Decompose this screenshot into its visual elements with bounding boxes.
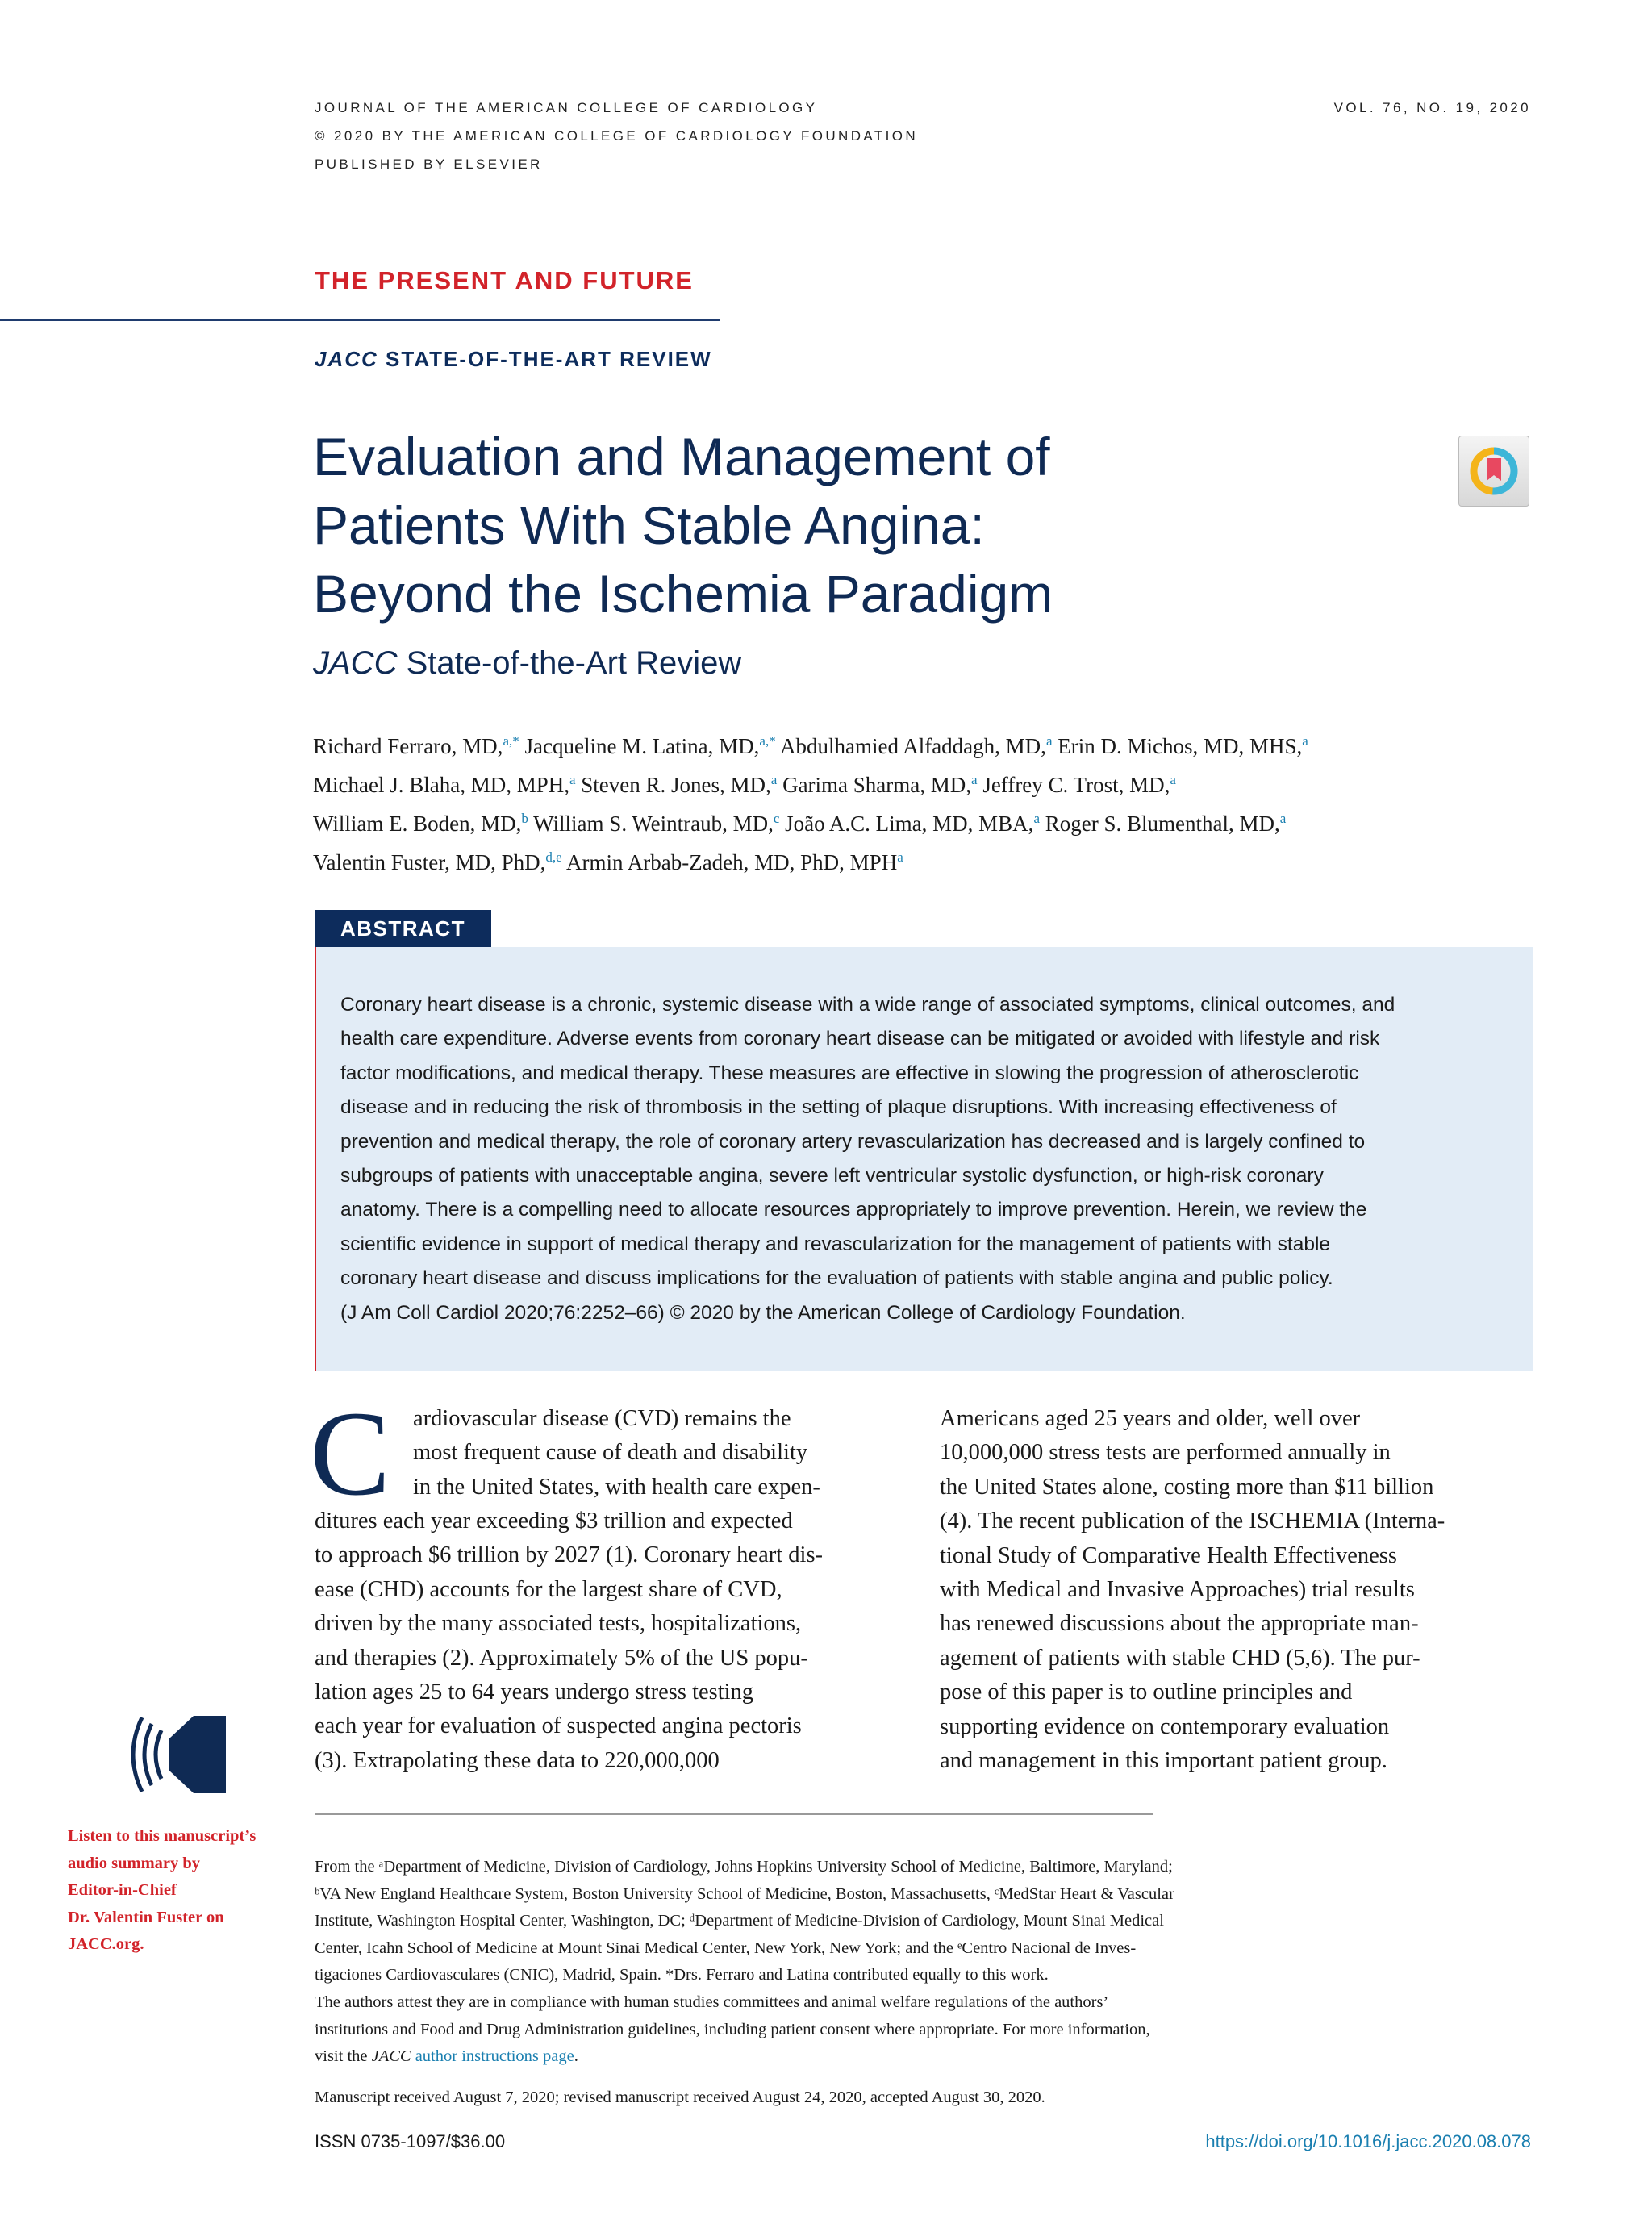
attest-line: The authors attest they are in compliance with human studies committees and animal welfare regulations of the authors’ xyxy=(315,1993,1109,2011)
affiliation-line: Center, Icahn School of Medicine at Mount Sinai Medical Center, New York, New York; and the ᵉCentro Nacional de Inves- xyxy=(315,1938,1137,1957)
abstract-line: subgroups of patients with unacceptable angina, severe left ventricular systolic dysfunction, or high-risk coronary xyxy=(340,1165,1324,1187)
affiliation-line: Institute, Washington Hospital Center, Washington, DC; ᵈDepartment of Medicine-Division of Cardiology, Mount Sinai Medical xyxy=(315,1912,1164,1930)
body-line: most frequent cause of death and disability xyxy=(413,1440,808,1466)
abstract-line: Coronary heart disease is a chronic, systemic disease with a wide range of associated symptoms, clinical outcomes, and xyxy=(340,994,1395,1016)
affiliation-line: ᵇVA New England Healthcare System, Boston University School of Medicine, Boston, Massachusetts, ᶜMedStar Heart & Vascular xyxy=(315,1884,1174,1903)
journal-name: JOURNAL OF THE AMERICAN COLLEGE OF CARDIOLOGY xyxy=(315,100,818,115)
body-line: ease (CHD) accounts for the largest share of CVD, xyxy=(315,1576,782,1602)
body-line: the United States alone, costing more than $11 billion xyxy=(940,1474,1434,1500)
abstract-line: scientific evidence in support of medical therapy and revascularization for the management of patients with stable xyxy=(340,1233,1331,1255)
copyright-line: © 2020 BY THE AMERICAN COLLEGE OF CARDIOLOGY FOUNDATION xyxy=(315,128,919,144)
abstract-line: disease and in reducing the risk of thrombosis in the setting of plaque disruptions. With increasing effectiveness of xyxy=(340,1096,1337,1119)
body-line: and therapies (2). Approximately 5% of the US popu- xyxy=(315,1645,808,1671)
author-line-4: Valentin Fuster, MD, PhD,$^{d,e}$ Armin Arbab-Zadeh, MD, PhD, MPH$^a$ xyxy=(313,849,903,874)
article-type-journal: JACC xyxy=(315,347,378,371)
publisher-line: PUBLISHED BY ELSEVIER xyxy=(315,156,543,172)
abstract-line: coronary heart disease and discuss implications for the evaluation of patients with stable angina and public policy. xyxy=(340,1267,1333,1290)
manuscript-dates: Manuscript received August 7, 2020; revised manuscript received August 24, 2020, accepted August 30, 2020. xyxy=(315,2089,1045,2106)
audio-note-line: Editor-in-Chief xyxy=(68,1881,177,1900)
article-type xyxy=(315,347,712,372)
body-line: agement of patients with stable CHD (5,6). The pur- xyxy=(940,1645,1420,1671)
abstract-label: ABSTRACT xyxy=(315,910,491,947)
body-line: and management in this important patient group. xyxy=(940,1748,1387,1774)
abstract-line: factor modifications, and medical therapy. These measures are effective in slowing the progression of atherosclerotic xyxy=(340,1062,1359,1084)
body-line: lation ages 25 to 64 years undergo stress testing xyxy=(315,1680,754,1705)
author-instructions-link[interactable]: author instructions page xyxy=(415,2047,574,2066)
body-line: has renewed discussions about the appropriate man- xyxy=(940,1611,1419,1637)
audio-speaker-icon[interactable] xyxy=(121,1706,234,1803)
section-tag: THE PRESENT AND FUTURE xyxy=(315,266,694,294)
body-line: to approach $6 trillion by 2027 (1). Coronary heart dis- xyxy=(315,1542,824,1568)
title-line: Evaluation and Management of xyxy=(313,427,1050,486)
body-line: ardiovascular disease (CVD) remains the xyxy=(413,1406,791,1431)
author-line-3: William E. Boden, MD,$^b$ William S. Weintraub, MD,$^c$ João A.C. Lima, MD, MBA,$^a$ Roger S. Blumenthal, MD,$^a$ xyxy=(313,811,1287,836)
body-line: each year for evaluation of suspected angina pectoris xyxy=(315,1713,802,1739)
crossmark-icon[interactable] xyxy=(1458,436,1529,507)
body-line: in the United States, with health care expen- xyxy=(413,1474,820,1500)
section-rule xyxy=(0,319,720,321)
subtitle-journal: JACC xyxy=(313,645,398,681)
title-line: Beyond the Ischemia Paradigm xyxy=(313,564,1053,624)
title-line: Patients With Stable Angina: xyxy=(313,495,985,555)
affiliation-line: tigaciones Cardiovasculares (CNIC), Madrid, Spain. *Drs. Ferraro and Latina contributed equally to this work. xyxy=(315,1966,1049,1984)
volume-info: VOL. 76, NO. 19, 2020 xyxy=(1333,100,1531,115)
doi-link[interactable]: https://doi.org/10.1016/j.jacc.2020.08.078 xyxy=(1205,2131,1531,2151)
body-line: Americans aged 25 years and older, well over xyxy=(940,1406,1361,1431)
body-line: (4). The recent publication of the ISCHEMIA (Interna- xyxy=(940,1509,1446,1534)
abstract-citation: (J Am Coll Cardiol 2020;76:2252–66) © 2020 by the American College of Cardiology Foundation. xyxy=(340,1301,1186,1324)
article-type-label: STATE-OF-THE-ART REVIEW xyxy=(378,347,712,371)
affiliations xyxy=(315,1854,1359,2071)
author-line-2: Michael J. Blaha, MD, MPH,$^a$ Steven R. Jones, MD,$^a$ Garima Sharma, MD,$^a$ Jeffrey C. Trost, MD,$^a$ xyxy=(313,772,1176,797)
author-list xyxy=(313,724,1507,879)
audio-note-line: Listen to this manuscript’s xyxy=(68,1827,257,1845)
body-line: (3). Extrapolating these data to 220,000,000 xyxy=(315,1747,720,1773)
drop-cap: C xyxy=(310,1387,391,1521)
affiliation-line: From the ᵃDepartment of Medicine, Division of Cardiology, Johns Hopkins University School of Medicine, Baltimore, Maryland; xyxy=(315,1858,1173,1876)
body-line: 10,000,000 stress tests are performed annually in xyxy=(940,1440,1391,1466)
body-line: pose of this paper is to outline principles and xyxy=(940,1680,1353,1705)
body-line: driven by the many associated tests, hospitalizations, xyxy=(315,1611,802,1637)
journal-header xyxy=(315,94,1460,178)
article-title xyxy=(313,423,1362,628)
audio-note-line: JACC.org. xyxy=(68,1935,144,1954)
audio-summary-note[interactable] xyxy=(68,1823,310,1959)
audio-note-line: Dr. Valentin Fuster on xyxy=(68,1908,224,1926)
article-subtitle xyxy=(313,645,741,682)
body-col2 xyxy=(940,1402,1530,1778)
attest-line: institutions and Food and Drug Administration guidelines, including patient consent where appropriate. For more information, xyxy=(315,2020,1150,2038)
issn: ISSN 0735-1097/$36.00 xyxy=(315,2131,506,2151)
abstract-text xyxy=(340,988,1518,1330)
subtitle-label: State-of-the-Art Review xyxy=(397,645,742,681)
body-line: with Medical and Invasive Approaches) trial results xyxy=(940,1577,1415,1603)
body-line: supporting evidence on contemporary evaluation xyxy=(940,1713,1390,1739)
visit-line: visit the JACC author instructions page. xyxy=(315,2047,578,2066)
abstract-line: prevention and medical therapy, the role of coronary artery revascularization has decreased and is largely confined to xyxy=(340,1130,1366,1153)
body-line: tional Study of Comparative Health Effectiveness xyxy=(940,1542,1397,1568)
footnote-rule xyxy=(315,1813,1153,1815)
abstract-line: health care expenditure. Adverse events from coronary heart disease can be mitigated or avoided with lifestyle and risk xyxy=(340,1028,1380,1050)
author-line-1: Richard Ferraro, MD,$^{a,*}$ Jacqueline M. Latina, MD,$^{a,*}$ Abdulhamied Alfaddagh, MD,$^a$ Erin D. Michos, MD, MHS,$^a$ xyxy=(313,733,1308,758)
body-col1-top xyxy=(413,1402,905,1504)
body-col1 xyxy=(315,1504,905,1778)
audio-note-line: audio summary by xyxy=(68,1854,201,1872)
body-line: ditures each year exceeding $3 trillion and expected xyxy=(315,1509,793,1534)
abstract-line: anatomy. There is a compelling need to allocate resources appropriately to improve prevention. Herein, we review the xyxy=(340,1199,1367,1221)
